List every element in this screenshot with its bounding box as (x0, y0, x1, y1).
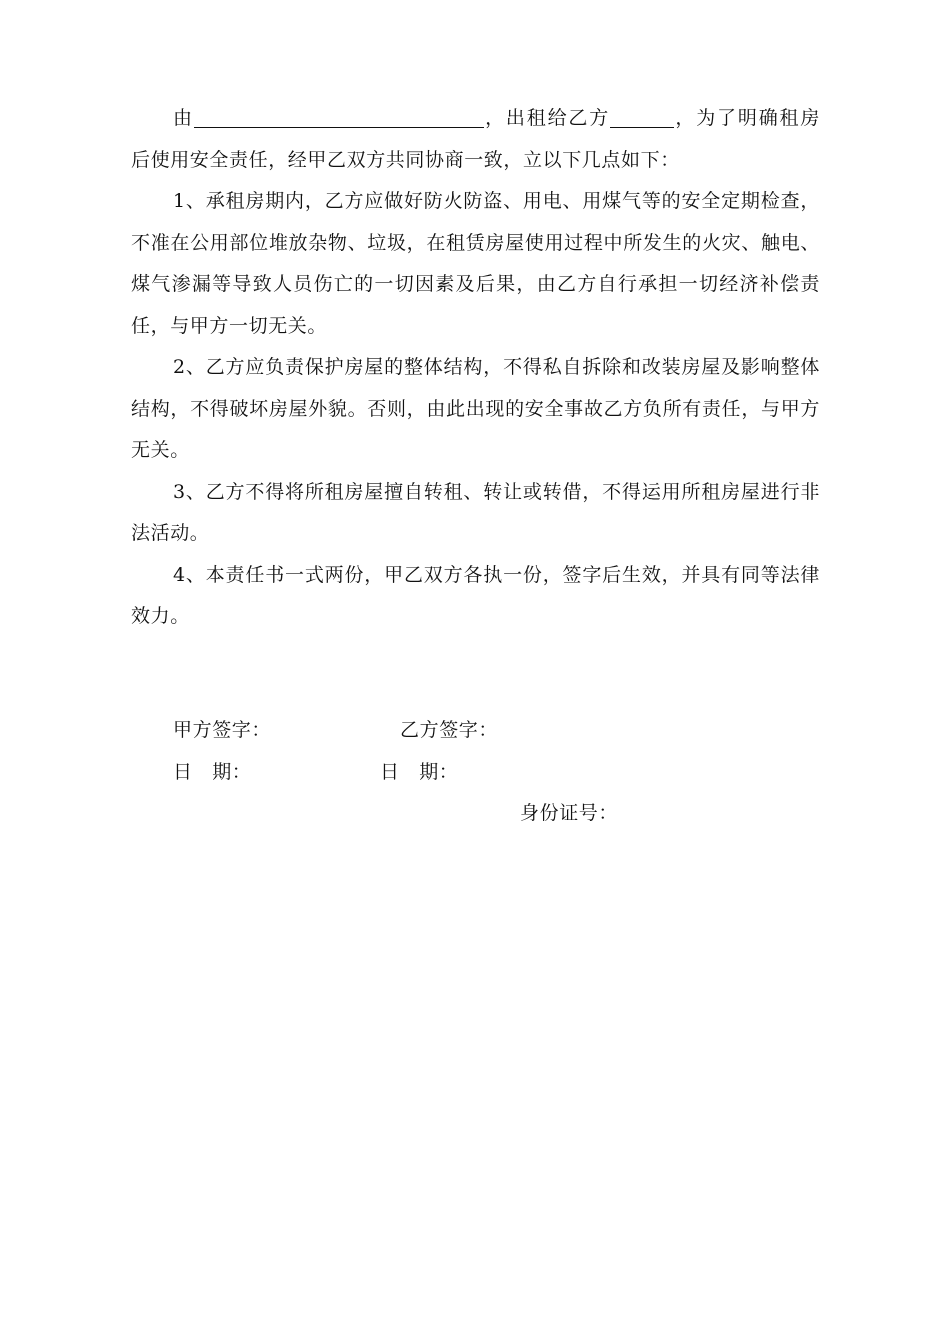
tenant-blank (610, 105, 674, 128)
intro-text-1: 由 (173, 107, 194, 129)
agreement-body (131, 98, 820, 638)
clause-2: 2、乙方应负责保护房屋的整体结构，不得私自拆除和改装房屋及影响整体结构，不得破坏房屋外貌。否则，由此出现的安全事故乙方负所有责任，与甲方无关。 (131, 356, 820, 461)
intro-text-3: ，为了明确租房后使用安全责任，经甲乙双方共同协商一致，立以下几点如下： (131, 107, 820, 171)
clause-4: 4、本责任书一式两份，甲乙双方各执一份，签字后生效，并具有同等法律效力。 (131, 563, 820, 627)
party-b-signature-label: 乙方签字： (400, 719, 499, 741)
party-a-date-label: 日 期： (173, 761, 252, 783)
intro-paragraph (131, 98, 820, 181)
landlord-blank (194, 105, 484, 128)
clause-3: 3、乙方不得将所租房屋擅自转租、转让或转借，不得运用所租房屋进行非法活动。 (131, 480, 820, 544)
clause-1: 1、承租房期内，乙方应做好防火防盗、用电、用煤气等的安全定期检查，不准在公用部位堆放杂物、垃圾，在租赁房屋使用过程中所发生的火灾、触电、煤气渗漏等导致人员伤亡的一切因素及后果，由乙方自行承担一切经济补偿责任，与甲方一切无关。 (131, 190, 820, 337)
party-a-signature-label: 甲方签字： (173, 719, 272, 741)
id-number-label: 身份证号： (520, 802, 619, 824)
intro-text-2: ，出租给乙方 (483, 107, 611, 129)
party-b-date-label: 日 期： (380, 761, 459, 783)
